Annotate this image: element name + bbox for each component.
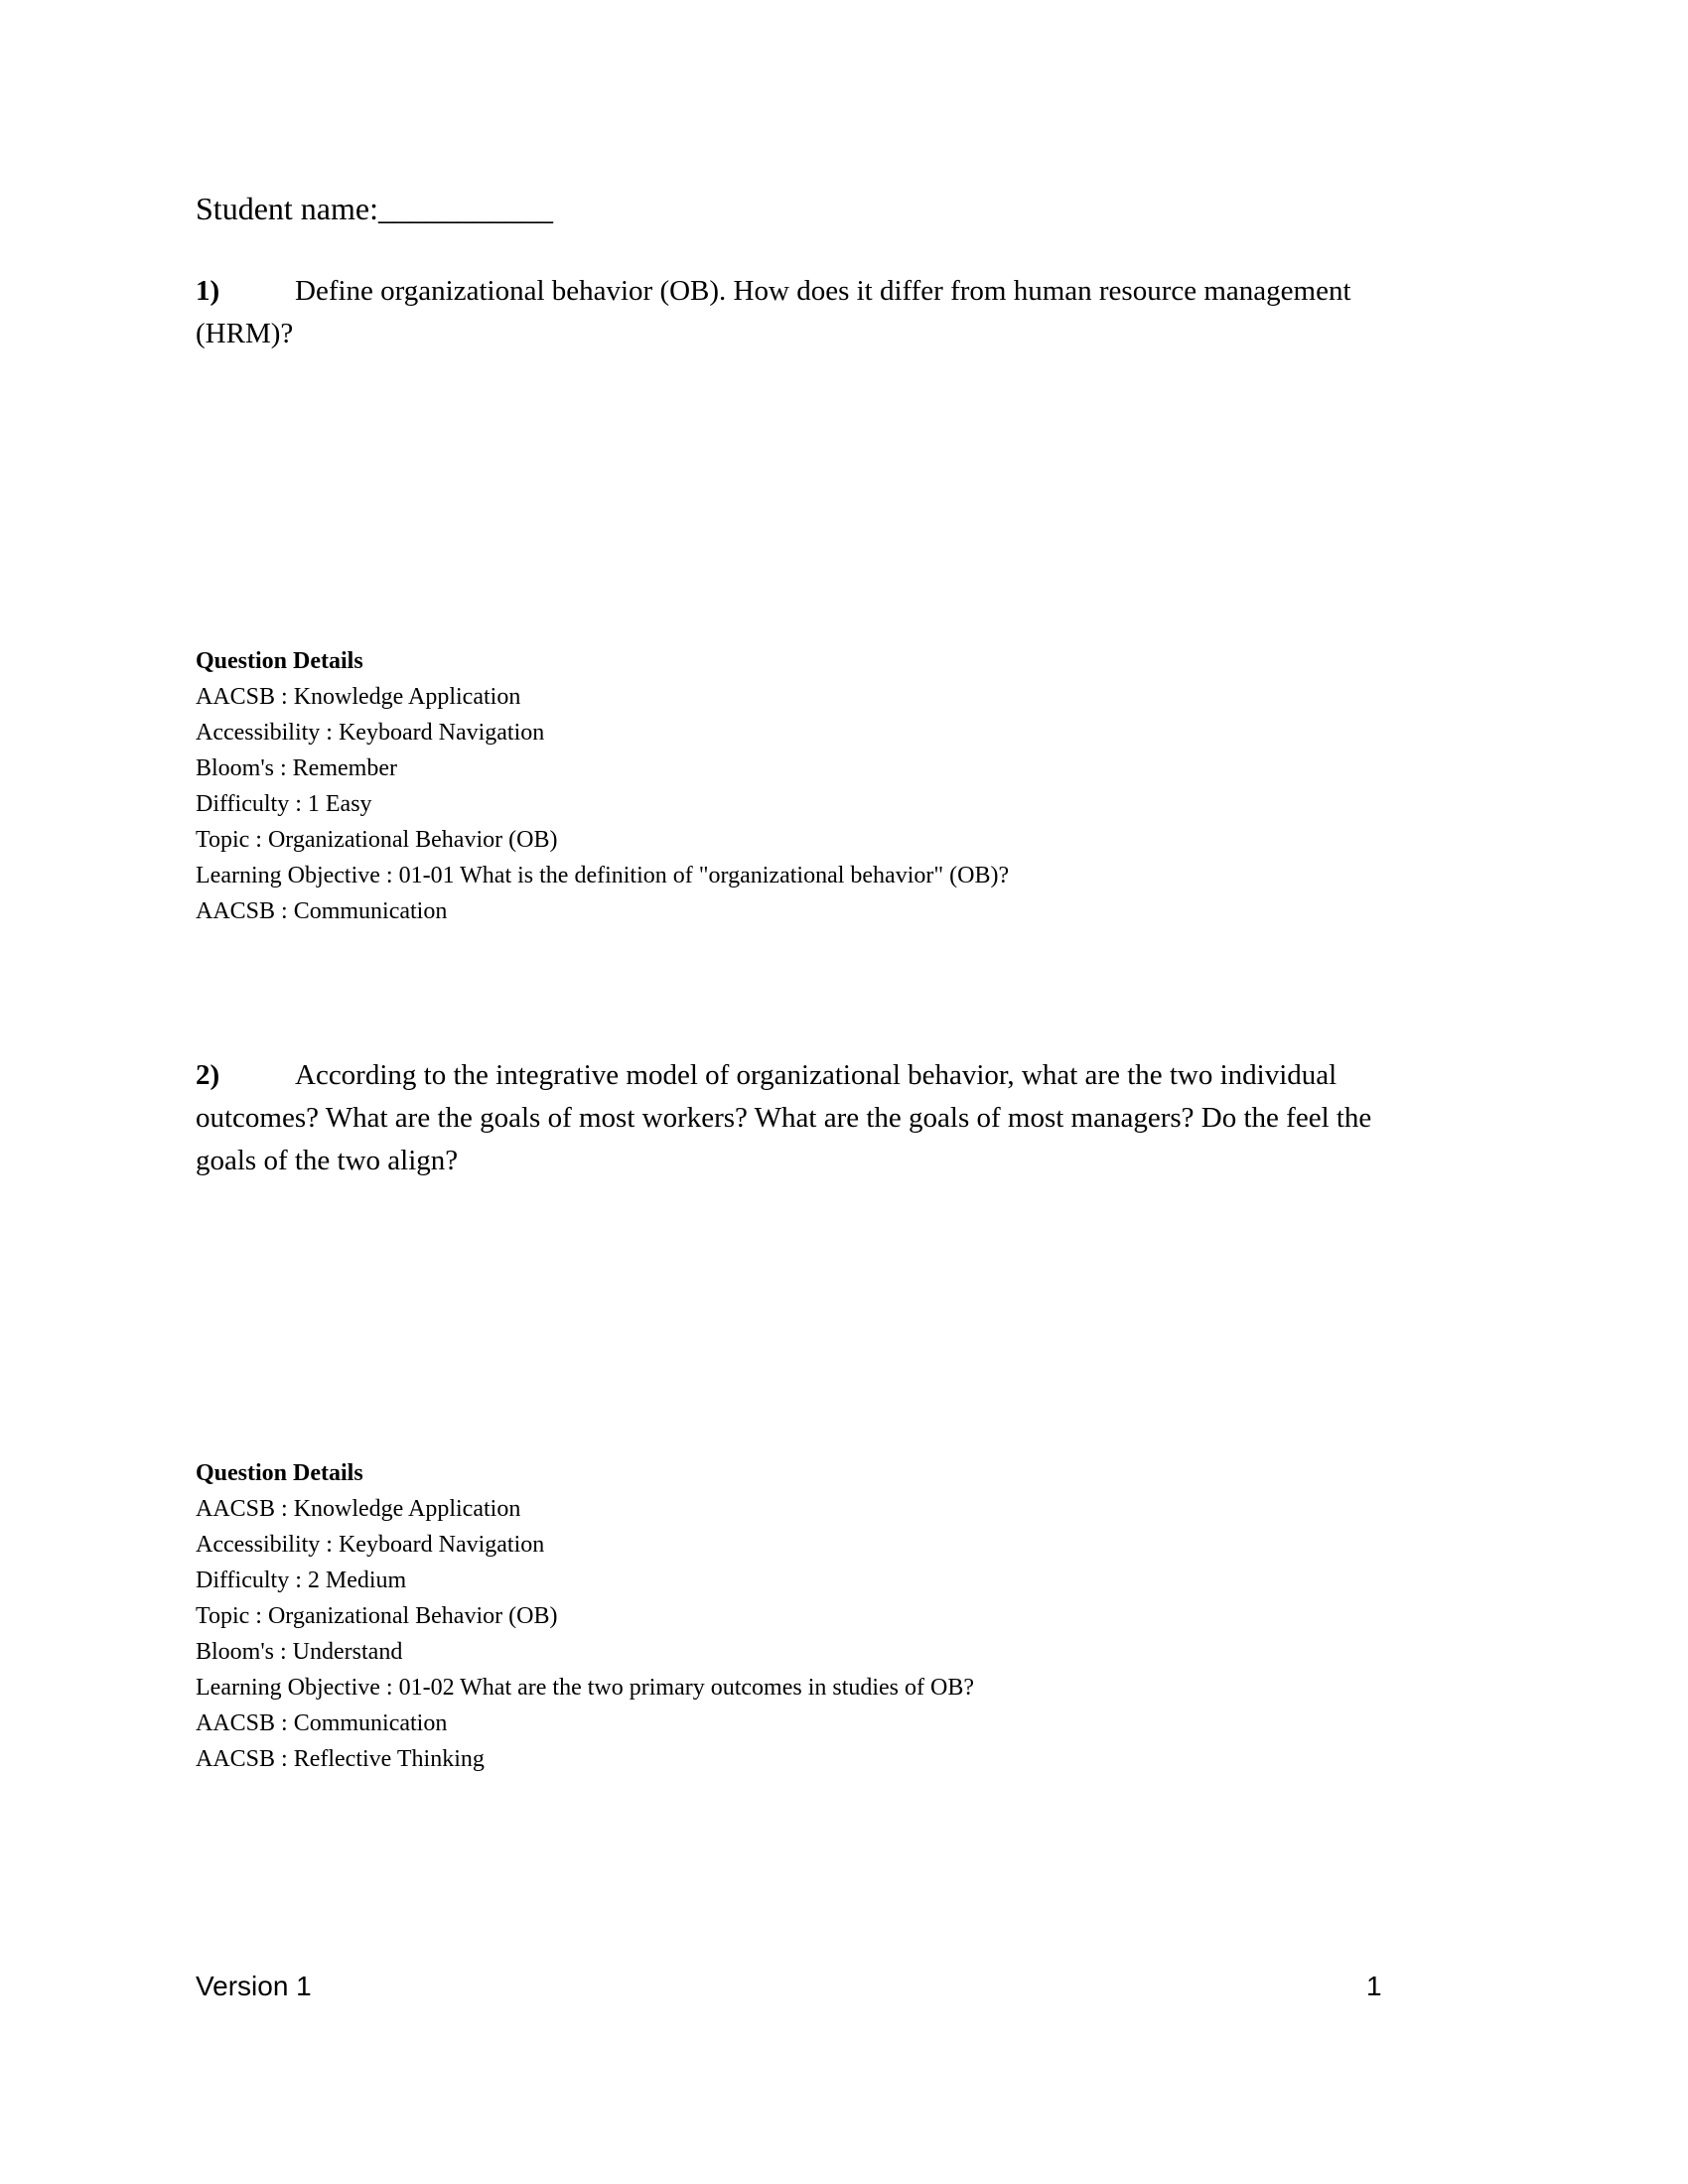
footer-page-number: 1 — [1366, 1971, 1382, 2001]
question-2-number: 2) — [196, 1059, 220, 1091]
question-1 — [196, 270, 1427, 355]
question-2-details — [196, 1455, 1486, 1777]
question-1-number: 1) — [196, 275, 220, 307]
detail-line-blooms: Bloom's : Remember — [196, 755, 397, 781]
question-2 — [196, 1054, 1427, 1182]
detail-line-accessibility: Accessibility : Keyboard Navigation — [196, 1532, 545, 1558]
detail-line-aacsb-2: AACSB : Communication — [196, 898, 448, 924]
question-1-text: Define organizational behavior (OB). How does it differ from human resource management (HRM)? — [196, 275, 1351, 349]
detail-line-aacsb: AACSB : Knowledge Application — [196, 684, 521, 710]
question-2-details-header: Question Details — [196, 1460, 363, 1486]
detail-line-accessibility: Accessibility : Keyboard Navigation — [196, 720, 545, 746]
question-1-details — [196, 643, 1486, 929]
question-2-text: According to the integrative model of organizational behavior, what are the two individual outcomes? What are the goals of most workers? What are the goals of most managers? Do the feel the goals of the two align? — [196, 1059, 1372, 1176]
detail-line-difficulty: Difficulty : 1 Easy — [196, 791, 372, 817]
detail-line-blooms: Bloom's : Understand — [196, 1639, 403, 1665]
detail-line-topic: Topic : Organizational Behavior (OB) — [196, 827, 558, 853]
student-name-line: Student name:___________ — [196, 191, 553, 226]
detail-line-aacsb-2: AACSB : Communication — [196, 1710, 448, 1736]
detail-line-topic: Topic : Organizational Behavior (OB) — [196, 1603, 558, 1629]
detail-line-learning-objective: Learning Objective : 01-02 What are the two primary outcomes in studies of OB? — [196, 1675, 975, 1701]
footer-version-label: Version 1 — [196, 1971, 312, 2001]
detail-line-aacsb: AACSB : Knowledge Application — [196, 1496, 521, 1522]
detail-line-learning-objective: Learning Objective : 01-01 What is the definition of "organizational behavior" (OB)? — [196, 863, 1010, 888]
detail-line-difficulty: Difficulty : 2 Medium — [196, 1568, 407, 1593]
question-1-details-header: Question Details — [196, 648, 363, 674]
detail-line-aacsb-3: AACSB : Reflective Thinking — [196, 1746, 485, 1772]
